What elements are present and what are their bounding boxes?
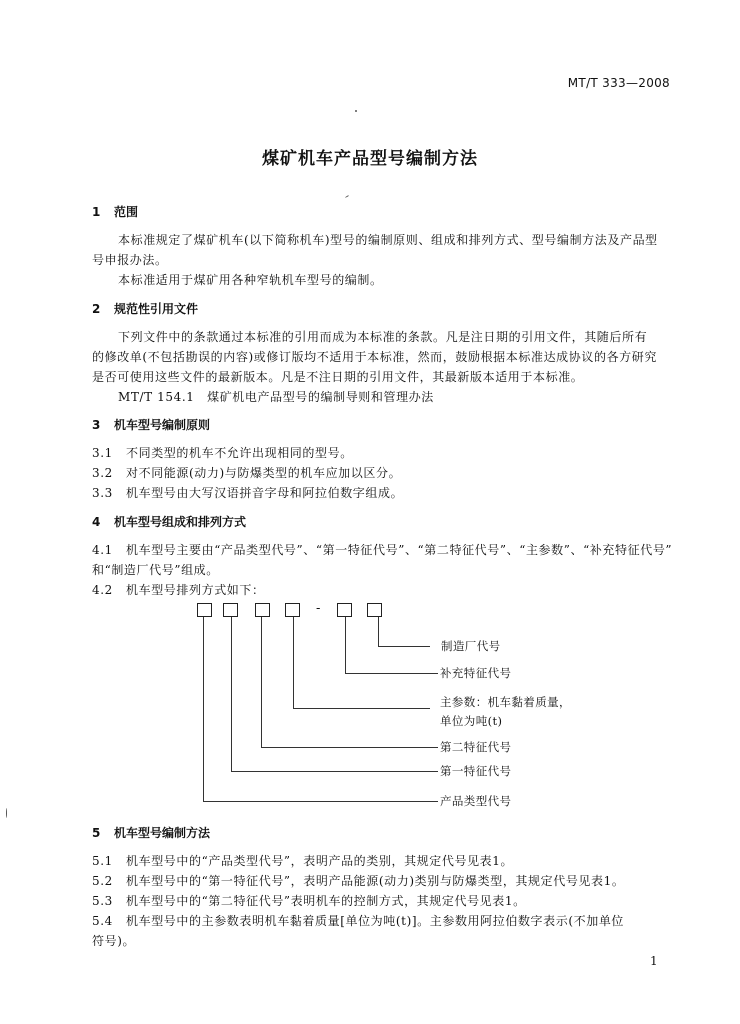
clause-number: 3.1: [92, 446, 113, 460]
main-param-box: [285, 603, 300, 617]
connector-line: [231, 617, 232, 771]
maker-box: [367, 603, 382, 617]
separator-dash: -: [316, 601, 321, 616]
section-number: 3: [92, 418, 101, 432]
clause-text: 不同类型的机车不允许出现相同的型号。: [126, 446, 353, 460]
clause-5-1: [92, 852, 513, 869]
connector-line: [345, 617, 346, 673]
section-title: 范围: [114, 205, 139, 219]
connector-line: [293, 617, 294, 708]
section-title: 机车型号组成和排列方式: [114, 515, 247, 529]
connector-line: [203, 617, 204, 801]
section-2-heading: [92, 300, 198, 317]
clause-5-3: [92, 892, 526, 909]
standard-number: MT/T 333—2008: [567, 76, 670, 90]
connector-line: [345, 673, 438, 674]
clause-text: 对不同能源(动力)与防爆类型的机车应加以区分。: [126, 466, 402, 480]
scan-speck: [6, 808, 7, 818]
paragraph-line: 号申报办法。: [92, 253, 168, 267]
clause-text: 机车型号排列方式如下：: [126, 583, 265, 597]
clause-5-4: [92, 912, 624, 929]
paragraph-line: 本标准规定了煤矿机车(以下简称机车)型号的编制原则、组成和排列方式、型号编制方法及产品型: [118, 233, 658, 247]
paragraph-line: 的修改单(不包括勘误的内容)或修订版均不适用于本标准，然而，鼓励根据本标准达成协议的各方研究: [92, 350, 657, 364]
clause-number: 5.2: [92, 874, 113, 888]
clause-text: 机车型号中的“第一特征代号”，表明产品能源(动力)类别与防爆类型，其规定代号见表1。: [126, 874, 625, 888]
section-title: 机车型号编制方法: [114, 826, 211, 840]
clause-number: 4.2: [92, 583, 113, 597]
page-title: 煤矿机车产品型号编制方法: [262, 149, 478, 169]
clause-text: 机车型号中的主参数表明机车黏着质量[单位为吨(t)]。主参数用阿拉伯数字表示(不加单位: [126, 914, 625, 928]
second-feature-box: [255, 603, 270, 617]
label-supplement-code: 补充特征代号: [440, 666, 512, 680]
connector-line: [293, 708, 430, 709]
connector-line: [378, 617, 379, 646]
connector-line: [203, 801, 438, 802]
section-number: 5: [92, 826, 101, 840]
section-5-heading: [92, 824, 210, 841]
section-title: 机车型号编制原则: [114, 418, 211, 432]
clause-4-1: [92, 541, 672, 558]
clause-number: 5.3: [92, 894, 113, 908]
clause-text: 机车型号由大写汉语拼音字母和阿拉伯数字组成。: [126, 486, 404, 500]
paragraph-line: 下列文件中的条款通过本标准的引用而成为本标准的条款。凡是注日期的引用文件，其随后所有: [118, 330, 648, 344]
paragraph-line: 和“制造厂代号”组成。: [92, 563, 219, 577]
label-first-feature: 第一特征代号: [440, 764, 512, 778]
clause-4-2: [92, 581, 265, 598]
clause-number: 3.2: [92, 466, 113, 480]
scan-speck: [355, 110, 357, 112]
connector-line: [261, 617, 262, 747]
clause-number: 3.3: [92, 486, 113, 500]
clause-text: 机车型号中的“产品类型代号”，表明产品的类别，其规定代号见表1。: [126, 854, 514, 868]
connector-line: [378, 646, 430, 647]
clause-number: 4.1: [92, 543, 113, 557]
clause-number: 5.4: [92, 914, 113, 928]
clause-text: 机车型号主要由“产品类型代号”、“第一特征代号”、“第二特征代号”、“主参数”、“补充特征代号”: [126, 543, 673, 557]
clause-3-2: [92, 464, 401, 481]
paragraph-line: 本标准适用于煤矿用各种窄轨机车型号的编制。: [118, 273, 383, 287]
clause-text: 机车型号中的“第二特征代号”表明机车的控制方式，其规定代号见表1。: [126, 894, 526, 908]
connector-line: [261, 747, 438, 748]
paragraph-line: 是否可使用这些文件的最新版本。凡是不注日期的引用文件，其最新版本适用于本标准。: [92, 370, 584, 384]
paragraph-line: 符号)。: [92, 934, 136, 948]
label-second-feature: 第二特征代号: [440, 740, 512, 754]
section-number: 4: [92, 515, 101, 529]
label-main-parameter: 主参数：机车黏着质量，: [440, 695, 571, 709]
clause-number: 5.1: [92, 854, 113, 868]
section-4-heading: [92, 513, 246, 530]
label-product-type: 产品类型代号: [440, 794, 512, 808]
section-title: 规范性引用文件: [114, 302, 199, 316]
product-type-box: [197, 603, 212, 617]
section-3-heading: [92, 416, 210, 433]
scan-speck: [345, 195, 349, 198]
section-number: 1: [92, 205, 101, 219]
supplement-box: [337, 603, 352, 617]
first-feature-box: [223, 603, 238, 617]
clause-5-2: [92, 872, 624, 889]
clause-3-1: [92, 444, 353, 461]
page-number: 1: [650, 954, 658, 968]
section-1-heading: [92, 203, 138, 220]
label-maker-code: 制造厂代号: [441, 639, 501, 653]
normative-reference: MT/T 154.1 煤矿机电产品型号的编制导则和管理办法: [118, 390, 434, 404]
label-main-parameter-unit: 单位为吨(t): [440, 714, 503, 728]
clause-3-3: [92, 484, 403, 501]
section-number: 2: [92, 302, 101, 316]
connector-line: [231, 771, 438, 772]
